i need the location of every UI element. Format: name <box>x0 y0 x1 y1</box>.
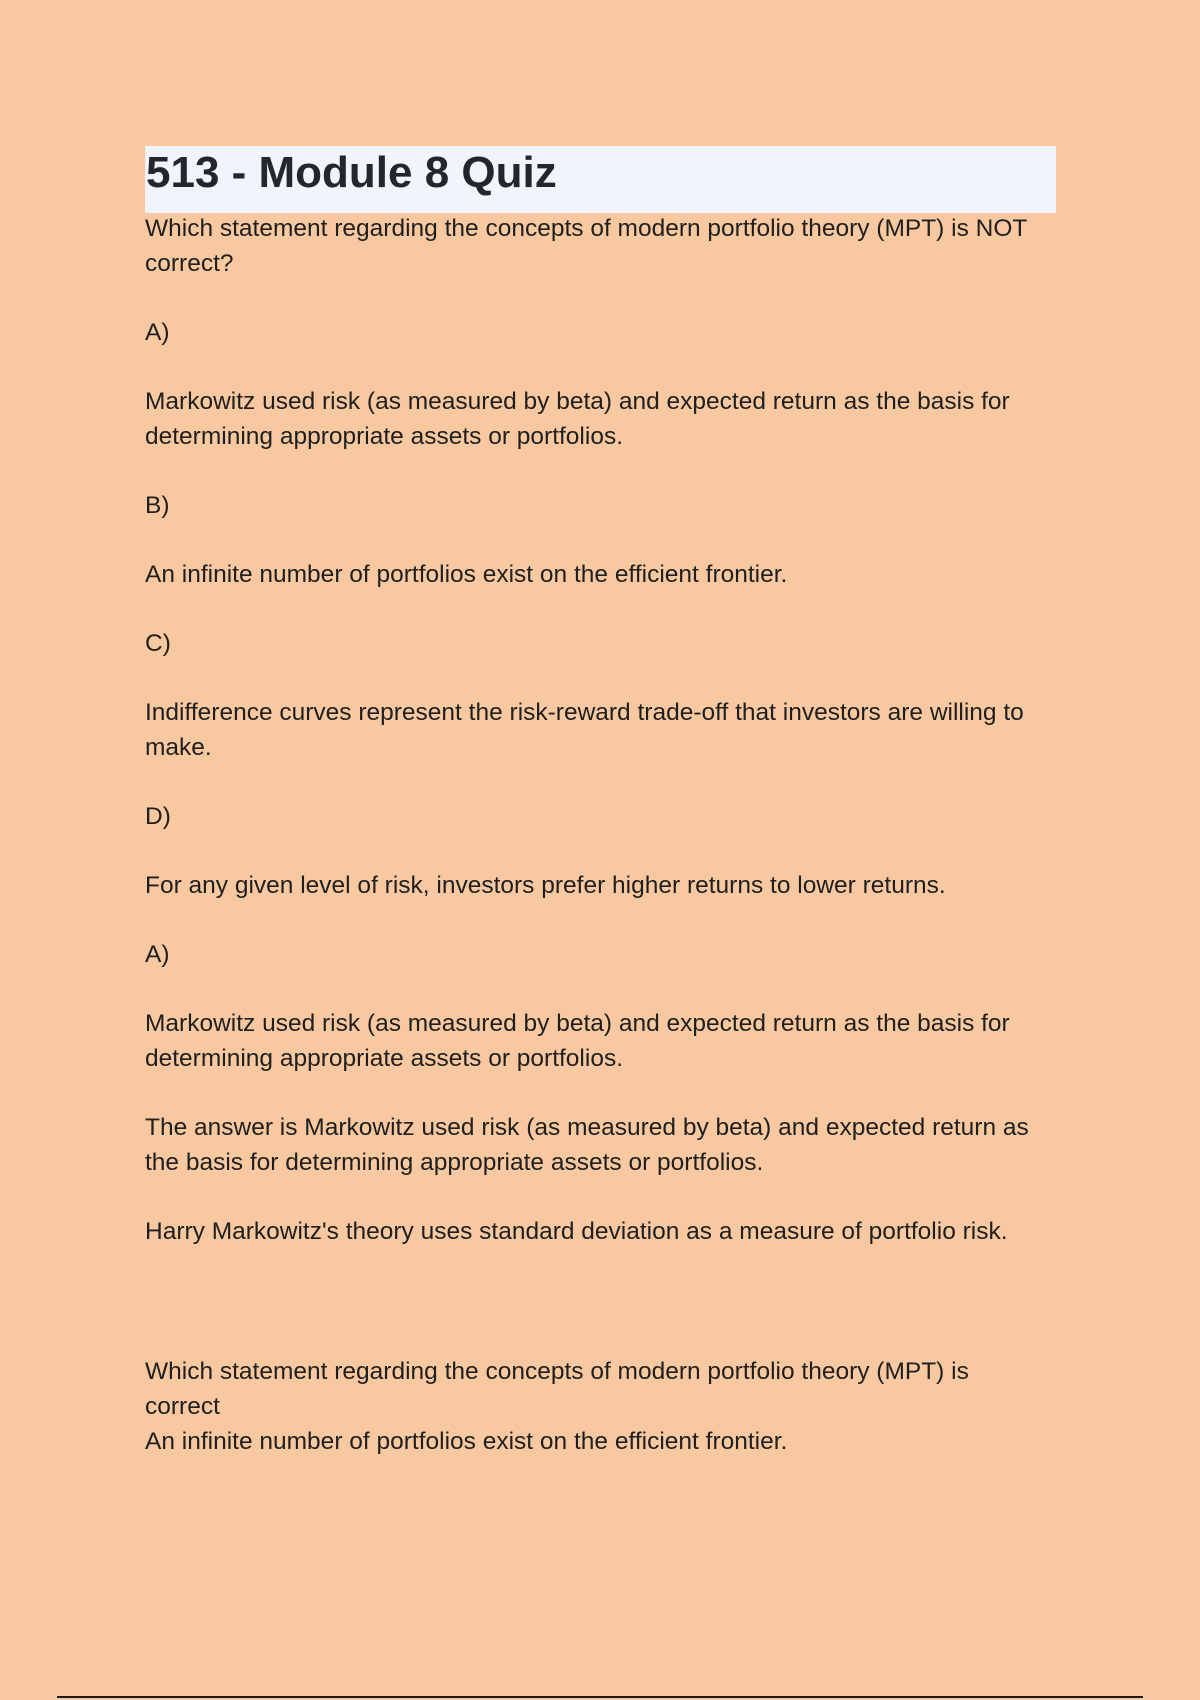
option-d-text: For any given level of risk, investors prefer higher returns to lower returns. <box>145 872 946 899</box>
selected-option-label: A) <box>145 941 170 968</box>
option-b-label: B) <box>145 492 170 519</box>
option-a-label: A) <box>145 319 170 346</box>
option-c-text: Indifference curves represent the risk-reward trade-off that investors are willing to make. <box>145 699 1024 761</box>
page-bottom-rule <box>57 1696 1143 1698</box>
document-title: 513 - Module 8 Quiz <box>146 148 557 197</box>
question-1-answer: The answer is Markowitz used risk (as measured by beta) and expected return as the basis for determining appropriate assets or portfolios. <box>145 1114 1029 1176</box>
question-2-prompt: Which statement regarding the concepts of modern portfolio theory (MPT) is correct <box>145 1358 969 1420</box>
option-c-label: C) <box>145 630 171 657</box>
option-a-text: Markowitz used risk (as measured by beta) and expected return as the basis for determining appropriate assets or portfolios. <box>145 388 1010 450</box>
option-d-label: D) <box>145 803 171 830</box>
question-1-explanation: Harry Markowitz's theory uses standard deviation as a measure of portfolio risk. <box>145 1218 1008 1245</box>
document-body <box>145 211 1045 1459</box>
question-1-prompt: Which statement regarding the concepts of modern portfolio theory (MPT) is NOT correct? <box>145 215 1027 277</box>
option-b-text: An infinite number of portfolios exist on the efficient frontier. <box>145 561 788 588</box>
selected-option-text: Markowitz used risk (as measured by beta) and expected return as the basis for determining appropriate assets or portfolios. <box>145 1010 1010 1072</box>
question-2-answer: An infinite number of portfolios exist on the efficient frontier. <box>145 1428 788 1455</box>
